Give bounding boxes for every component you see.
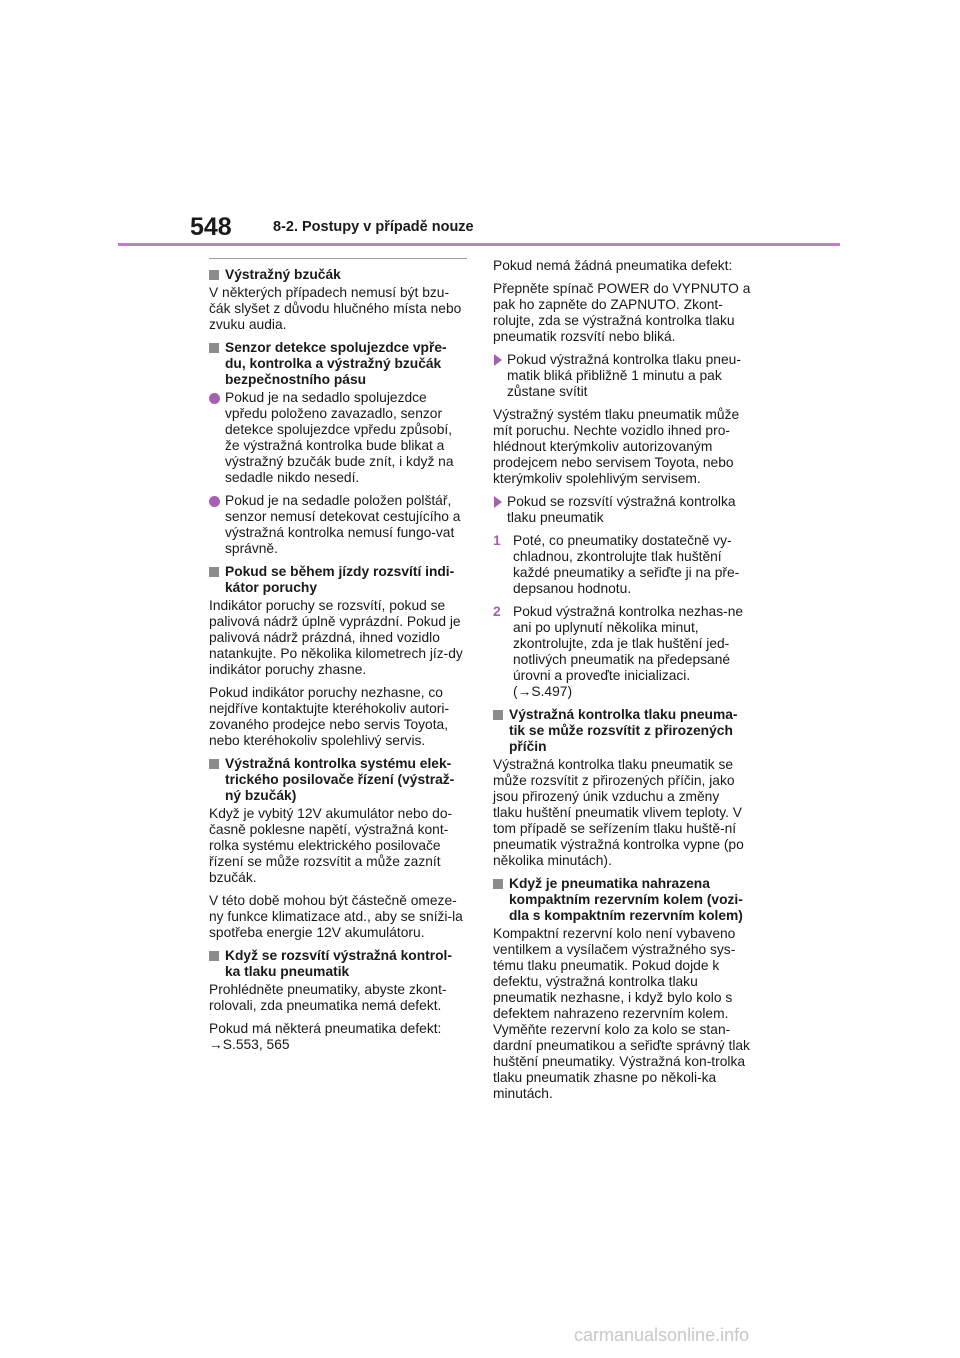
watermark: carmanualsonline.info (574, 1325, 750, 1345)
paragraph: V této době mohou být částečně omeze-ny funkce klimatizace atd., aby se sníži-la spotřeba energie 12V akumulátoru. (209, 893, 463, 940)
paragraph: Pokud nemá žádná pneumatika defekt: (493, 258, 733, 273)
square-bullet-icon (209, 270, 219, 280)
paragraph: Přepněte spínač POWER do VYPNUTO a pak ho zapněte do ZAPNUTO. Zkont-rolujte, zda se výstražná kontrolka tlaku pneumatik rozsvítí nebo bliká. (493, 281, 751, 344)
heading-natural-causes: Výstražná kontrolka tlaku pneuma-tik se může rozsvítit z přirozených příčin (493, 707, 751, 755)
bullet-item: Pokud je na sedadle položen polštář, senzor nemusí detekovat cestujícího a výstražná kontrolka nemusí fungo-vat správně. (209, 493, 467, 557)
step-number: 1 (493, 533, 501, 548)
page-number: 548 (190, 213, 232, 241)
paragraph: Výstražný systém tlaku pneumatik může mít poruchu. Nechte vozidlo ihned pro-hlédnout kterýmkoliv autorizovaným prodejcem nebo servisem Toyota, nebo kterýmkoliv spolehlivým servisem. (493, 407, 740, 486)
right-column (493, 258, 751, 1109)
paragraph: Když je vybitý 12V akumulátor nebo do-časně poklesne napětí, výstražná kont-rolka systému elektrického posilovače řízení se může rozsvítit a může zaznít bzučák. (209, 806, 453, 885)
square-bullet-icon (209, 343, 219, 353)
circle-bullet-icon (209, 393, 220, 404)
header-rule (118, 243, 840, 246)
bullet-item: Pokud je na sedadlo spolujezdce vpředu položeno zavazadlo, senzor detekce spolujezdce vpředu způsobí, že výstražná kontrolka bude blikat a výstražný bzučák bude znít, i když na sedadle nikdo nesedí. (209, 390, 467, 486)
column-divider (209, 258, 467, 259)
heading-passenger-sensor: Senzor detekce spolujezdce vpře-du, kontrolka a výstražný bzučák bezpečnostního pásu (209, 340, 467, 388)
heading-tire-pressure-warning: Když se rozsvítí výstražná kontrol-ka tlaku pneumatik (209, 948, 467, 980)
step-item: 2 Pokud výstražná kontrolka nezhas-ne ani po uplynutí několika minut, zkontrolujte, zda je tlak huštění jed-notlivých pneumatik na předepsané úrovni a proveďte inicializaci. (→S.497) (493, 604, 744, 699)
left-column (209, 258, 467, 1060)
step-item: 1 Poté, co pneumatiky dostatečně vy-chladnou, zkontrolujte tlak huštění každé pneumatiky a seřiďte ji na pře-depsanou hodnotu. (493, 533, 740, 596)
triangle-arrow-icon (494, 354, 502, 366)
step-number: 2 (493, 604, 501, 619)
circle-bullet-icon (209, 496, 220, 507)
square-bullet-icon (209, 567, 219, 577)
arrow-item: Pokud výstražná kontrolka tlaku pneu-matik bliká přibližně 1 minutu a pak zůstane svítit (493, 352, 751, 400)
paragraph: V některých případech nemusí být bzu-čák slyšet z důvodu hlučného místa nebo zvuku audia. (209, 285, 462, 332)
paragraph: Indikátor poruchy se rozsvítí, pokud se palivová nádrž úplně vyprázdní. Pokud je palivová nádrž prázdná, ihned vozidlo natankujte. Po několika kilometrech jíz-dy indikátor poruchy zhasne. (209, 598, 463, 677)
square-bullet-icon (493, 710, 503, 720)
heading-malfunction-indicator: Pokud se během jízdy rozsvítí indi-kátor poruchy (209, 564, 467, 596)
paragraph: Kompaktní rezervní kolo není vybaveno ventilkem a vysílačem výstražného sys-tému tlaku pneumatik. Pokud dojde k defektu, výstražná kontrolka tlaku pneumatik nezhasne, i když bylo kolo s defektem nahrazeno rezervním kolem. Vyměňte rezervní kolo za kolo se stan-dardní pneumatikou a seřiďte správný tlak huštění pneumatiky. Výstražná kon-trolka tlaku pneumatik zhasne po několi-ka minutách. (493, 926, 750, 1101)
heading-warning-buzzer: Výstražný bzučák (209, 267, 467, 283)
paragraph: Výstražná kontrolka tlaku pneumatik se může rozsvítit z přirozených příčin, jako jsou přirozený únik vzduchu a změny tlaku huštění pneumatik vlivem teploty. V tom případě se seřízením tlaku huště-ní pneumatik výstražná kontrolka vypne (po několika minutách). (493, 757, 744, 868)
paragraph-page-reference: Pokud má některá pneumatika defekt: →S.553, 565 (209, 1021, 442, 1052)
arrow-item: Pokud se rozsvítí výstražná kontrolka tlaku pneumatik (493, 494, 751, 526)
square-bullet-icon (209, 759, 219, 769)
square-bullet-icon (493, 879, 503, 889)
paragraph: Pokud indikátor poruchy nezhasne, co nejdříve kontaktujte kteréhokoliv autori-zovaného prodejce nebo servis Toyota, nebo kteréhokoliv spolehlivý servis. (209, 685, 450, 748)
triangle-arrow-icon (494, 496, 502, 508)
heading-power-steering-warning: Výstražná kontrolka systému elek-trického posilovače řízení (výstraž-ný bzučák) (209, 756, 467, 804)
heading-compact-spare-tire: Když je pneumatika nahrazena kompaktním rezervním kolem (vozi-dla s kompaktním rezervním kolem) (493, 876, 751, 924)
section-title: 8-2. Postupy v případě nouze (273, 219, 474, 235)
square-bullet-icon (209, 951, 219, 961)
paragraph: Prohlédněte pneumatiky, abyste zkont-rolovali, zda pneumatika nemá defekt. (209, 982, 447, 1013)
